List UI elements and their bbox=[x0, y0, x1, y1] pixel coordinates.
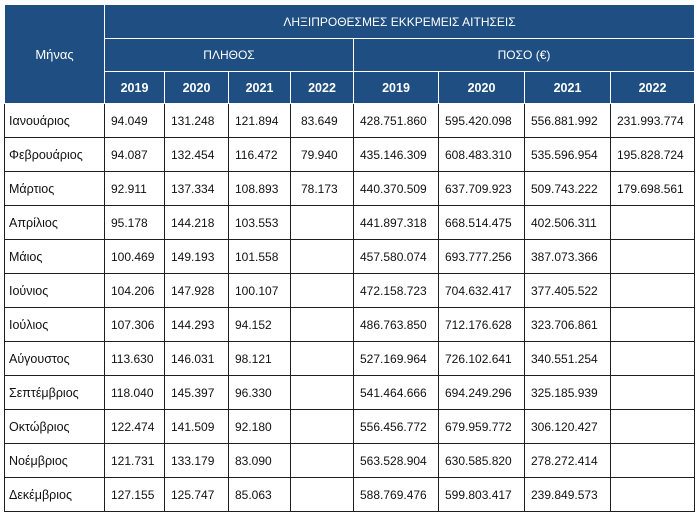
amount-cell bbox=[611, 274, 695, 308]
table-row bbox=[5, 206, 695, 240]
amount-cell: 457.580.074 bbox=[354, 240, 439, 274]
amount-cell: 428.751.860 bbox=[354, 104, 439, 138]
amount-cell: 679.959.772 bbox=[439, 410, 525, 444]
amount-cell: 588.769.476 bbox=[354, 478, 439, 512]
count-year-header: 2019 bbox=[105, 72, 165, 104]
pending-requests-table bbox=[4, 4, 695, 512]
amount-cell: 231.993.774 bbox=[611, 104, 695, 138]
table-row bbox=[5, 478, 695, 512]
count-cell: 94.087 bbox=[105, 138, 165, 172]
amount-year-header: 2019 bbox=[354, 72, 439, 104]
count-cell: 83.090 bbox=[229, 444, 291, 478]
table-row bbox=[5, 240, 695, 274]
table-row bbox=[5, 274, 695, 308]
count-cell bbox=[291, 240, 354, 274]
count-cell: 121.731 bbox=[105, 444, 165, 478]
table-row bbox=[5, 308, 695, 342]
month-cell: Δεκέμβριος bbox=[5, 478, 105, 512]
table-row bbox=[5, 138, 695, 172]
count-cell: 137.334 bbox=[165, 172, 229, 206]
amount-cell bbox=[611, 478, 695, 512]
count-cell: 94.049 bbox=[105, 104, 165, 138]
amount-cell bbox=[611, 308, 695, 342]
amount-cell: 563.528.904 bbox=[354, 444, 439, 478]
table-body bbox=[5, 104, 695, 512]
count-cell: 144.218 bbox=[165, 206, 229, 240]
count-cell: 118.040 bbox=[105, 376, 165, 410]
count-cell: 141.509 bbox=[165, 410, 229, 444]
count-cell: 83.649 bbox=[291, 104, 354, 138]
amount-year-header: 2021 bbox=[525, 72, 611, 104]
count-cell: 108.893 bbox=[229, 172, 291, 206]
amount-cell: 726.102.641 bbox=[439, 342, 525, 376]
count-cell: 147.928 bbox=[165, 274, 229, 308]
count-cell: 132.454 bbox=[165, 138, 229, 172]
amount-cell: 435.146.309 bbox=[354, 138, 439, 172]
amount-cell: 179.698.561 bbox=[611, 172, 695, 206]
count-cell: 100.469 bbox=[105, 240, 165, 274]
count-cell: 94.152 bbox=[229, 308, 291, 342]
amount-cell bbox=[611, 342, 695, 376]
count-cell: 146.031 bbox=[165, 342, 229, 376]
amount-cell: 441.897.318 bbox=[354, 206, 439, 240]
table-row bbox=[5, 410, 695, 444]
amount-cell bbox=[611, 376, 695, 410]
amount-cell: 278.272.414 bbox=[525, 444, 611, 478]
month-cell: Απρίλιος bbox=[5, 206, 105, 240]
table-row bbox=[5, 376, 695, 410]
count-cell: 92.180 bbox=[229, 410, 291, 444]
count-cell: 95.178 bbox=[105, 206, 165, 240]
table-row bbox=[5, 444, 695, 478]
count-cell: 96.330 bbox=[229, 376, 291, 410]
amount-cell: 387.073.366 bbox=[525, 240, 611, 274]
month-cell: Ιούνιος bbox=[5, 274, 105, 308]
amount-cell: 377.405.522 bbox=[525, 274, 611, 308]
amount-cell: 440.370.509 bbox=[354, 172, 439, 206]
count-cell: 121.894 bbox=[229, 104, 291, 138]
count-cell: 78.173 bbox=[291, 172, 354, 206]
count-cell: 85.063 bbox=[229, 478, 291, 512]
month-cell: Νοέμβριος bbox=[5, 444, 105, 478]
count-cell: 145.397 bbox=[165, 376, 229, 410]
count-cell: 100.107 bbox=[229, 274, 291, 308]
amount-cell: 599.803.417 bbox=[439, 478, 525, 512]
count-cell: 103.553 bbox=[229, 206, 291, 240]
count-cell: 116.472 bbox=[229, 138, 291, 172]
amount-cell bbox=[611, 206, 695, 240]
count-cell bbox=[291, 444, 354, 478]
amount-cell: 712.176.628 bbox=[439, 308, 525, 342]
month-cell: Οκτώβριος bbox=[5, 410, 105, 444]
amount-cell: 637.709.923 bbox=[439, 172, 525, 206]
amount-cell: 704.632.417 bbox=[439, 274, 525, 308]
amount-cell: 527.169.964 bbox=[354, 342, 439, 376]
amount-cell: 306.120.427 bbox=[525, 410, 611, 444]
count-cell: 144.293 bbox=[165, 308, 229, 342]
count-cell: 98.121 bbox=[229, 342, 291, 376]
amount-cell: 668.514.475 bbox=[439, 206, 525, 240]
table-row bbox=[5, 172, 695, 206]
table-row bbox=[5, 342, 695, 376]
count-cell bbox=[291, 308, 354, 342]
month-cell: Ιανουάριος bbox=[5, 104, 105, 138]
amount-cell: 595.420.098 bbox=[439, 104, 525, 138]
amount-group-header: ΠΟΣΟ (€) bbox=[354, 39, 695, 72]
count-year-header: 2022 bbox=[291, 72, 354, 104]
amount-cell: 486.763.850 bbox=[354, 308, 439, 342]
count-cell: 125.747 bbox=[165, 478, 229, 512]
amount-cell: 694.249.296 bbox=[439, 376, 525, 410]
count-cell: 133.179 bbox=[165, 444, 229, 478]
table-row bbox=[5, 104, 695, 138]
count-cell bbox=[291, 274, 354, 308]
amount-cell: 325.185.939 bbox=[525, 376, 611, 410]
count-cell bbox=[291, 478, 354, 512]
amount-cell bbox=[611, 240, 695, 274]
count-cell: 149.193 bbox=[165, 240, 229, 274]
month-cell: Μάιος bbox=[5, 240, 105, 274]
count-cell: 104.206 bbox=[105, 274, 165, 308]
count-cell bbox=[291, 410, 354, 444]
count-cell: 79.940 bbox=[291, 138, 354, 172]
count-cell: 122.474 bbox=[105, 410, 165, 444]
amount-cell: 693.777.256 bbox=[439, 240, 525, 274]
count-cell: 92.911 bbox=[105, 172, 165, 206]
amount-cell bbox=[611, 410, 695, 444]
amount-cell: 323.706.861 bbox=[525, 308, 611, 342]
amount-year-header: 2020 bbox=[439, 72, 525, 104]
amount-cell: 535.596.954 bbox=[525, 138, 611, 172]
month-cell: Φεβρουάριος bbox=[5, 138, 105, 172]
amount-cell: 402.506.311 bbox=[525, 206, 611, 240]
amount-cell: 195.828.724 bbox=[611, 138, 695, 172]
month-cell: Αύγουστος bbox=[5, 342, 105, 376]
count-group-header: ΠΛΗΘΟΣ bbox=[105, 39, 354, 72]
table-title: ΛΗΞΙΠΡΟΘΕΣΜΕΣ ΕΚΚΡΕΜΕΙΣ ΑΙΤΗΣΕΙΣ bbox=[105, 5, 695, 39]
amount-year-header: 2022 bbox=[611, 72, 695, 104]
month-cell: Μάρτιος bbox=[5, 172, 105, 206]
count-cell bbox=[291, 376, 354, 410]
amount-cell: 556.881.992 bbox=[525, 104, 611, 138]
count-year-header: 2020 bbox=[165, 72, 229, 104]
count-cell bbox=[291, 342, 354, 376]
table-header bbox=[5, 5, 695, 104]
count-cell: 131.248 bbox=[165, 104, 229, 138]
month-cell: Ιούλιος bbox=[5, 308, 105, 342]
month-column-header: Μήνας bbox=[5, 5, 105, 104]
count-cell: 127.155 bbox=[105, 478, 165, 512]
amount-cell: 556.456.772 bbox=[354, 410, 439, 444]
amount-cell: 541.464.666 bbox=[354, 376, 439, 410]
count-year-header: 2021 bbox=[229, 72, 291, 104]
amount-cell: 340.551.254 bbox=[525, 342, 611, 376]
count-cell bbox=[291, 206, 354, 240]
amount-cell: 472.158.723 bbox=[354, 274, 439, 308]
amount-cell: 239.849.573 bbox=[525, 478, 611, 512]
month-cell: Σεπτέμβριος bbox=[5, 376, 105, 410]
amount-cell: 608.483.310 bbox=[439, 138, 525, 172]
count-cell: 113.630 bbox=[105, 342, 165, 376]
amount-cell: 630.585.820 bbox=[439, 444, 525, 478]
count-cell: 107.306 bbox=[105, 308, 165, 342]
amount-cell: 509.743.222 bbox=[525, 172, 611, 206]
count-cell: 101.558 bbox=[229, 240, 291, 274]
amount-cell bbox=[611, 444, 695, 478]
